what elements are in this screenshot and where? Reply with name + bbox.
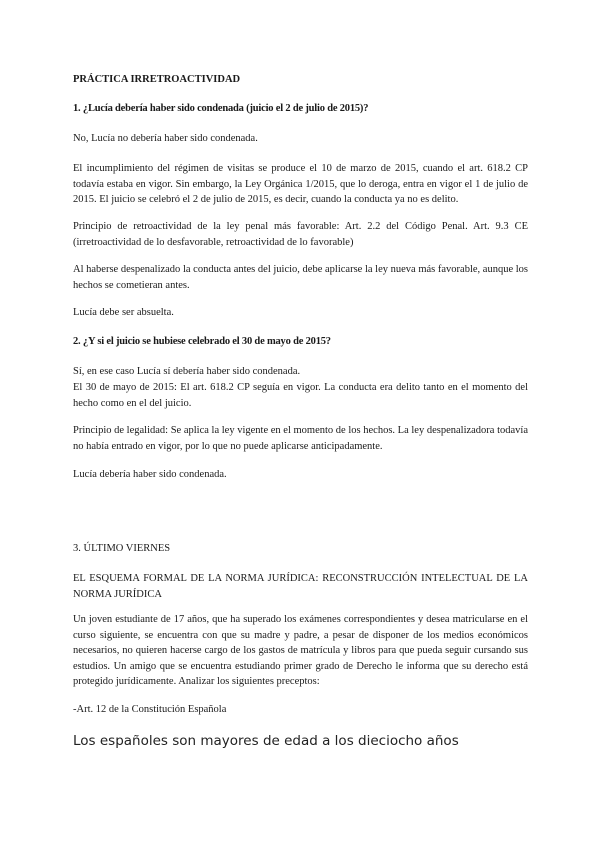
question-2-conclusion: Lucía debería haber sido condenada. xyxy=(73,469,227,480)
question-1-conclusion: Lucía debe ser absuelta. xyxy=(73,307,174,318)
section-3-subheading: EL ESQUEMA FORMAL DE LA NORMA JURÍDICA: RECONSTRUCCIÓN INTELECTUAL DE LA NORMA JURÍDICA xyxy=(73,573,528,600)
section-3-body: Un joven estudiante de 17 años, que ha superado los exámenes correspondientes y desea matricularse en el curso siguiente, se encuentra con que su madre y padre, a pesar de disponer de los medios económicos necesarios, no quieren hacerse cargo de los gastos de matrícula y libros para que pueda seguir cursando sus estudios. Un amigo que se encuentra estudiando primer grado de Derecho le informa que su derecho está protegido jurídicamente. Analizar los siguientes preceptos: xyxy=(73,614,528,687)
question-2-line-1: Sí, en ese caso Lucía sí debería haber sido condenada. xyxy=(73,366,301,377)
question-1-paragraph-1: El incumplimiento del régimen de visitas se produce el 10 de marzo de 2015, cuando el art. 618.2 CP todavía estaba en vigor. Sin embargo, la Ley Orgánica 1/2015, que lo deroga, entra en vigor el 1 de julio de 2015. El juicio se celebró el 2 de julio de 2015, es decir, cuando la conducta ya no es delito. xyxy=(73,163,528,205)
question-1-answer: No, Lucía no debería haber sido condenada. xyxy=(73,133,258,144)
question-2-paragraph-2: Principio de legalidad: Se aplica la ley vigente en el momento de los hechos. La ley despenalizadora todavía no había entrado en vigor, por lo que no puede aplicarse anticipadamente. xyxy=(73,425,528,452)
question-1-heading: 1. ¿Lucía debería haber sido condenada (juicio el 2 de julio de 2015)? xyxy=(73,103,369,114)
question-1-paragraph-2: Principio de retroactividad de la ley penal más favorable: Art. 2.2 del Código Penal. Art. 9.3 CE (irretroactividad de lo desfavorable, retroactividad de lo favorable) xyxy=(73,221,528,248)
question-1-paragraph-3: Al haberse despenalizado la conducta antes del juicio, debe aplicarse la ley nueva más favorable, aunque los hechos se cometieran antes. xyxy=(73,264,528,291)
section-3-heading: 3. ÚLTIMO VIERNES xyxy=(73,543,171,554)
document-title: PRÁCTICA IRRETROACTIVIDAD xyxy=(73,74,241,85)
question-2-line-2: El 30 de mayo de 2015: El art. 618.2 CP seguía en vigor. La conducta era delito tanto en el momento del hecho como en el del juicio. xyxy=(73,382,528,409)
question-2-heading: 2. ¿Y si el juicio se hubiese celebrado el 30 de mayo de 2015? xyxy=(73,336,331,347)
article-quote: Los españoles son mayores de edad a los dieciocho años xyxy=(73,733,459,749)
article-reference: -Art. 12 de la Constitución Española xyxy=(73,704,227,715)
